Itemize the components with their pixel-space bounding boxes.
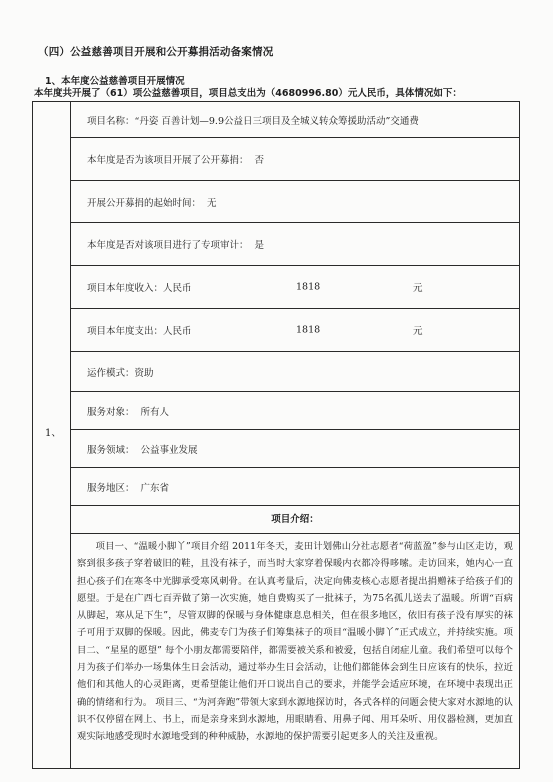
row-project-name — [71, 102, 519, 138]
mode-value: 资助 — [134, 367, 154, 379]
intro-title: 项目介绍： — [71, 506, 519, 534]
row-domain — [71, 430, 519, 468]
row-mode — [71, 352, 519, 392]
audit-label: 本年度是否对该项目进行了专项审计： — [87, 240, 249, 251]
target — [87, 404, 169, 418]
project-name — [87, 113, 419, 127]
project-name-value: “丹姿 百善计划—9.9公益日三项目及全城义转众筹援助活动”交通费 — [134, 115, 419, 127]
expense-value: 1818 — [296, 324, 321, 336]
row-fundraise — [71, 138, 519, 181]
domain-label: 服务领域： — [87, 444, 135, 456]
project-name-label: 项目名称： — [87, 115, 135, 127]
audit — [87, 237, 264, 251]
row-target — [71, 392, 519, 430]
fundraise — [87, 152, 264, 166]
income-value: 1818 — [296, 281, 321, 293]
mode-label: 运作模式： — [87, 367, 135, 379]
mode — [87, 365, 154, 379]
summary-line — [34, 85, 462, 99]
row-income — [71, 266, 519, 309]
total-expense: 4680996.80 — [275, 88, 339, 99]
domain-value: 公益事业发展 — [140, 444, 198, 456]
region-label: 服务地区： — [87, 482, 135, 494]
region — [87, 480, 169, 494]
summary-suffix: ）元人民币，具体情况如下： — [338, 88, 462, 99]
section-title: （四）公益慈善项目开展和公开募捐活动备案情况 — [38, 46, 274, 58]
project-index: 1、 — [45, 428, 62, 439]
region-value: 广东省 — [140, 482, 170, 494]
project-count: 61 — [110, 88, 124, 99]
start-time — [87, 195, 217, 209]
row-start-time — [71, 181, 519, 223]
row-expense — [71, 309, 519, 352]
row-region — [71, 468, 519, 506]
project-table — [32, 101, 520, 769]
start-time-label: 开展公开募捐的起始时间： — [87, 197, 202, 209]
target-label: 服务对象： — [87, 406, 135, 418]
expense-unit: 元 — [413, 326, 423, 337]
income-unit: 元 — [413, 283, 423, 294]
fundraise-label: 本年度是否为该项目开展了公开募捐： — [87, 155, 249, 166]
summary-middle: ）项公益慈善项目，项目总支出为（ — [123, 88, 276, 99]
row-audit — [71, 223, 519, 266]
expense-label: 项目本年度支出：人民币 — [87, 326, 192, 337]
domain — [87, 442, 198, 456]
audit-value: 是 — [254, 240, 265, 251]
intro-text: 项目一、“温暖小脚丫”项目介绍 2011年冬天，麦田计划佛山分社志愿者“荷蓝盈”参与山区走访，观察到很多孩子穿着破旧的鞋，且没有袜子，而当时大家穿着保暖内衣都冷得哆嗦。走访回来，她内心一直担心孩子们在寒冬中光脚承受寒风刺骨。在认真考量后，决定向佛麦核心志愿者提出捐赠袜子给孩子们的愿望。于是在广西七百弄做了第一次实施，她自费购买了一批袜子，为75名孤儿送去了温暖。所谓“百病从脚起，寒从足下生”，尽管双脚的保暖与身体健康息息相关，但在很多地区，依旧有孩子没有厚实的袜子可用于双脚的保暖。因此，佛麦专门为孩子们筹集袜子的项目“温暖小脚丫”正式成立，并持续实施。项目二、“星星的愿望” 每个小朋友都需要陪伴，都需要被关系和被爱，包括自闭症儿童。我们希望可以每个月为孩子们举办一场集体生日会活动，通过举办生日会活动，让他们都能体会到生日应该有的快乐，拉近他们和其他人的心灵距离，更希望能让他们开口说出自己的要求，并能学会适应环境，在环境中表现出正确的情绪和行为。 项目三、“为河奔跑”带领大家到水源地探访时，各式各样的问题会使大家对水源地的认识不仅停留在网上、书上，而是亲身来到水源地，用眼睛看、用鼻子闻、用耳朵听、用仪器检测，更加直观实际地感受现时水源地受到的种种威胁，水源地的保护需要引起更多人的关注及重视。 — [77, 541, 513, 743]
sub-title: 1、本年度公益慈善项目开展情况 — [45, 76, 185, 87]
target-value: 所有人 — [140, 406, 170, 418]
income-label: 项目本年度收入：人民币 — [87, 283, 192, 294]
fundraise-value: 否 — [254, 155, 265, 166]
summary-prefix: 本年度共开展了（ — [34, 88, 111, 99]
start-time-value: 无 — [207, 197, 217, 209]
index-column — [33, 102, 71, 768]
